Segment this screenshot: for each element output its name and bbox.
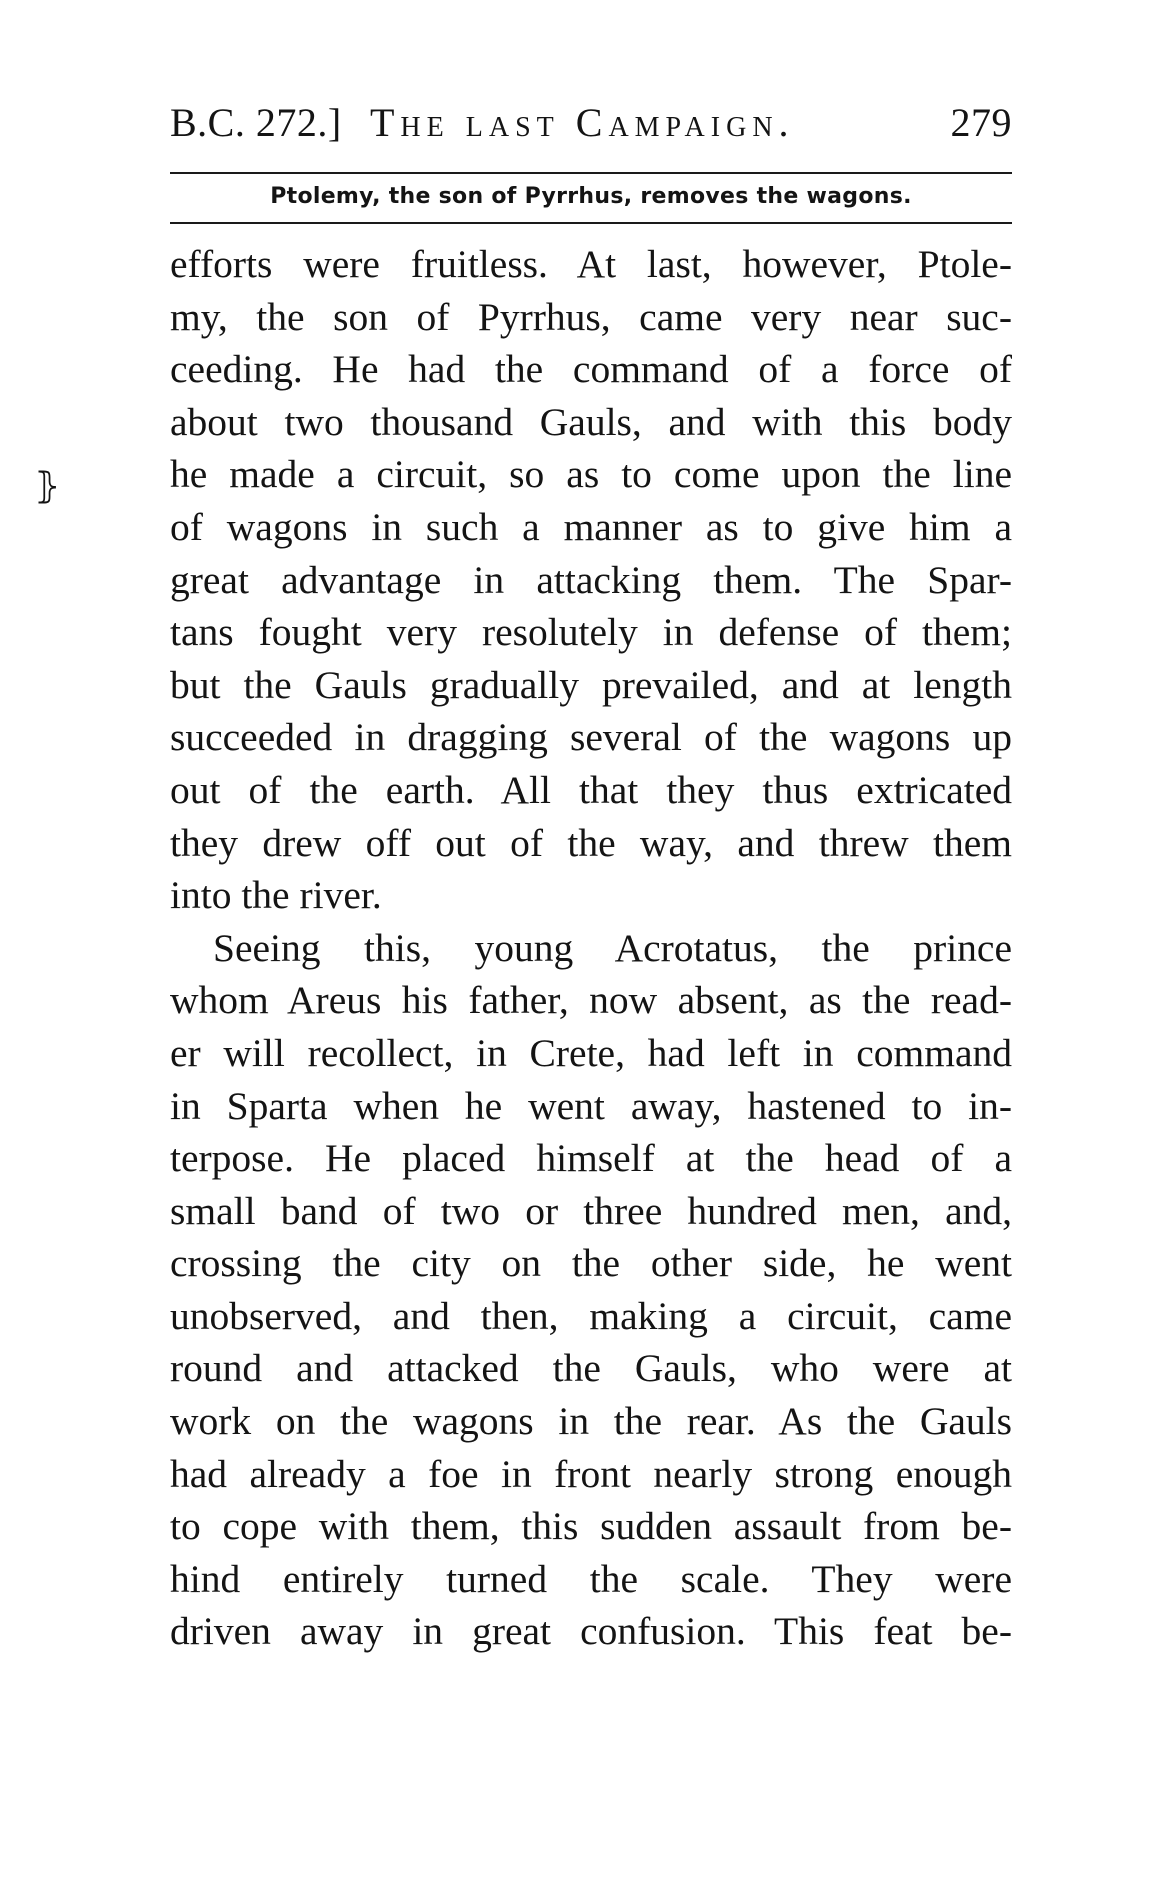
running-head-title: The last Campaign. [370, 100, 795, 145]
page-number: 279 [950, 100, 1012, 145]
text-line: driven away in great confusion. This feat be- [170, 1609, 1012, 1654]
body-text [170, 238, 1012, 1658]
text-line: of wagons in such a manner as to give him a [170, 504, 1012, 549]
text-line: unobserved, and then, making a circuit, came [170, 1293, 1012, 1338]
text-line: had already a foe in front nearly strong enough [170, 1451, 1012, 1496]
running-head [170, 98, 1012, 148]
text-line: out of the earth. All that they thus extricated [170, 767, 1012, 812]
text-line: succeeded in dragging several of the wagons up [170, 715, 1012, 760]
paragraph-2 [170, 922, 1012, 1658]
text-line: work on the wagons in the rear. As the Gauls [170, 1399, 1012, 1444]
text-line: tans fought very resolutely in defense of them; [170, 610, 1012, 655]
paragraph-1 [170, 238, 1012, 922]
text-line: small band of two or three hundred men, and, [170, 1188, 1012, 1233]
text-line: he made a circuit, so as to come upon the line [170, 452, 1012, 497]
text-line: whom Areus his father, now absent, as the read- [170, 978, 1012, 1023]
text-line: to cope with them, this sudden assault from be- [170, 1504, 1012, 1549]
text-line: efforts were fruitless. At last, however, Ptole- [170, 242, 1012, 286]
text-line: my, the son of Pyrrhus, came very near suc- [170, 294, 1012, 339]
header-rule-top [170, 172, 1012, 174]
text-line: hind entirely turned the scale. They were [170, 1556, 1012, 1601]
text-line: they drew off out of the way, and threw them [170, 820, 1012, 865]
text-line: er will recollect, in Crete, had left in command [170, 1030, 1012, 1075]
text-line: into the river. [170, 873, 382, 918]
text-line: about two thousand Gauls, and with this body [170, 399, 1012, 444]
text-line: ceeding. He had the command of a force of [170, 347, 1012, 392]
text-line: but the Gauls gradually prevailed, and at length [170, 662, 1012, 707]
running-head-date: B.C. 272.] [170, 100, 342, 145]
text-line: Seeing this, young Acrotatus, the prince [213, 925, 1012, 970]
text-line: round and attacked the Gauls, who were at [170, 1346, 1012, 1391]
header-rule-bottom [170, 222, 1012, 224]
text-line: terpose. He placed himself at the head of a [170, 1136, 1012, 1181]
text-line: in Sparta when he went away, hastened to in- [170, 1083, 1012, 1128]
text-line: crossing the city on the other side, he went [170, 1241, 1012, 1286]
margin-mark: ⦄ [34, 466, 61, 506]
page-subhead: Ptolemy, the son of Pyrrhus, removes the wagons. [270, 184, 912, 209]
text-line: great advantage in attacking them. The Spar- [170, 557, 1012, 602]
